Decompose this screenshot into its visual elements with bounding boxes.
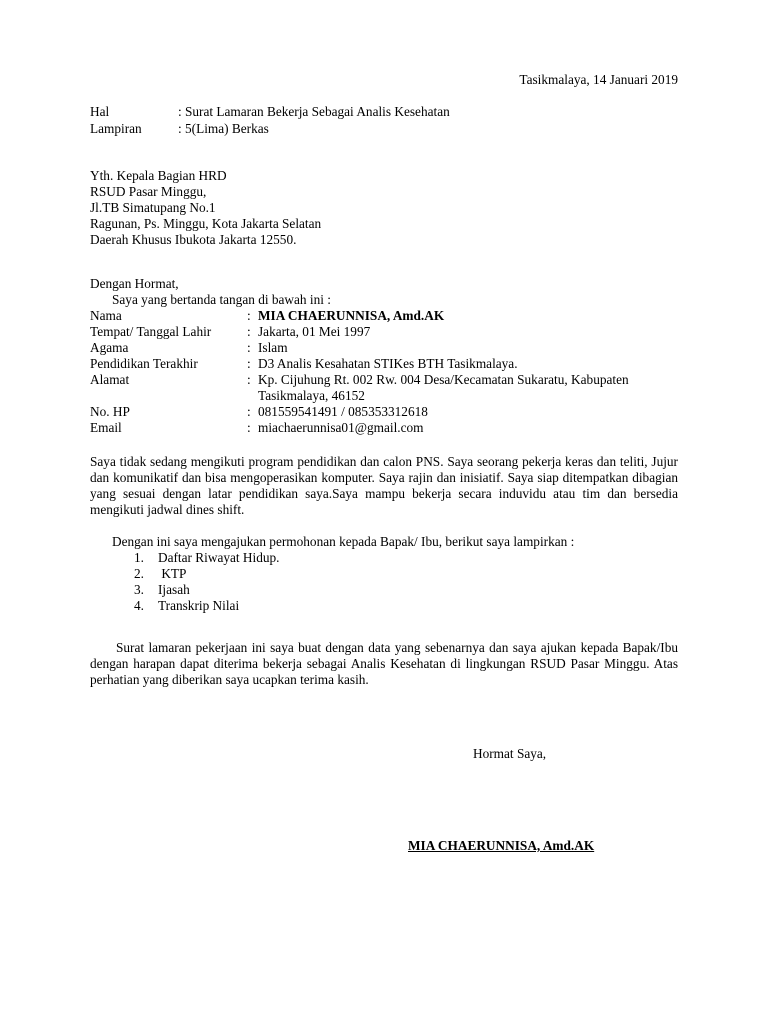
identity-key: Email [90, 420, 122, 435]
list-number: 2. [134, 566, 144, 581]
meta-key: Hal [90, 104, 110, 119]
identity-colon: : [247, 308, 251, 323]
meta-row-subject [90, 104, 450, 121]
identity-colon: : [247, 324, 251, 339]
letter-date: Tasikmalaya, 14 Januari 2019 [519, 72, 678, 87]
identity-value: 081559541491 / 085353312618 [258, 404, 428, 419]
identity-value: MIA CHAERUNNISA, Amd.AK [258, 308, 445, 323]
recipient-line: Yth. Kepala Bagian HRD [90, 168, 227, 183]
recipient-line: Ragunan, Ps. Minggu, Kota Jakarta Selatan [90, 216, 322, 231]
paragraph-attachment-intro: Dengan ini saya mengajukan permohonan kepada Bapak/ Ibu, berikut saya lampirkan : [112, 534, 575, 549]
identity-key: Pendidikan Terakhir [90, 356, 198, 371]
identity-colon: : [247, 372, 251, 387]
identity-key: Alamat [90, 372, 130, 387]
identity-key: Nama [90, 308, 122, 323]
identity-colon: : [247, 420, 251, 435]
recipient-line: Daerah Khusus Ibukota Jakarta 12550. [90, 232, 297, 247]
paragraph-closing-statement: Surat lamaran pekerjaan ini saya buat dengan data yang sebenarnya dan saya ajukan kepada Bapak/Ibu dengan harapan dapat diterima bekerja sebagai Analis Kesehatan di lingkungan RSUD Pasar Minggu. Atas perhatian yang diberikan saya ucapkan terima kasih. [90, 640, 678, 687]
greeting: Dengan Hormat, [90, 276, 179, 291]
recipient-line: RSUD Pasar Minggu, [90, 184, 207, 199]
paragraph-personal-statement: Saya tidak sedang mengikuti program pendidikan dan calon PNS. Saya seorang pekerja keras dan teliti, Jujur dan komunikatif dan bisa mengoperasikan komputer. Saya rajin dan inisiatif. Saya siap ditempatkan dibagian yang sesuai dengan latar pendidikan saya.Saya mampu bekerja secara induvidu atau tim dan bersedia mengikuti jadwal dines shift. [90, 454, 678, 517]
meta-row-attachment [90, 121, 450, 138]
identity-colon: : [247, 404, 251, 419]
list-text: Ijasah [158, 582, 190, 597]
identity-key: Agama [90, 340, 129, 355]
list-number: 1. [134, 550, 144, 565]
recipient-address [90, 168, 321, 248]
signer-name: MIA CHAERUNNISA, Amd.AK [408, 838, 595, 853]
list-number: 4. [134, 598, 144, 613]
identity-key: No. HP [90, 404, 130, 419]
list-text: KTP [158, 566, 187, 581]
meta-value: : Surat Lamaran Bekerja Sebagai Analis Kesehatan [178, 104, 450, 119]
meta-value: : 5(Lima) Berkas [178, 121, 269, 136]
identity-value: miachaerunnisa01@gmail.com [258, 420, 424, 435]
list-number: 3. [134, 582, 144, 597]
identity-colon: : [247, 340, 251, 355]
letter-meta [90, 104, 450, 138]
identity-value: D3 Analis Kesahatan STIKes BTH Tasikmalaya. [258, 356, 518, 371]
meta-key: Lampiran [90, 121, 142, 136]
identity-value: Islam [258, 340, 288, 355]
identity-colon: : [247, 356, 251, 371]
identity-value: Kp. Cijuhung Rt. 002 Rw. 004 Desa/Kecamatan Sukaratu, Kabupaten Tasikmalaya, 46152 [258, 372, 629, 403]
recipient-line: Jl.TB Simatupang No.1 [90, 200, 216, 215]
list-text: Daftar Riwayat Hidup. [158, 550, 280, 565]
closing-salutation: Hormat Saya, [473, 746, 547, 761]
list-text: Transkrip Nilai [158, 598, 240, 613]
identity-key: Tempat/ Tanggal Lahir [90, 324, 212, 339]
identity-value: Jakarta, 01 Mei 1997 [258, 324, 371, 339]
intro-line: Saya yang bertanda tangan di bawah ini : [112, 292, 331, 307]
